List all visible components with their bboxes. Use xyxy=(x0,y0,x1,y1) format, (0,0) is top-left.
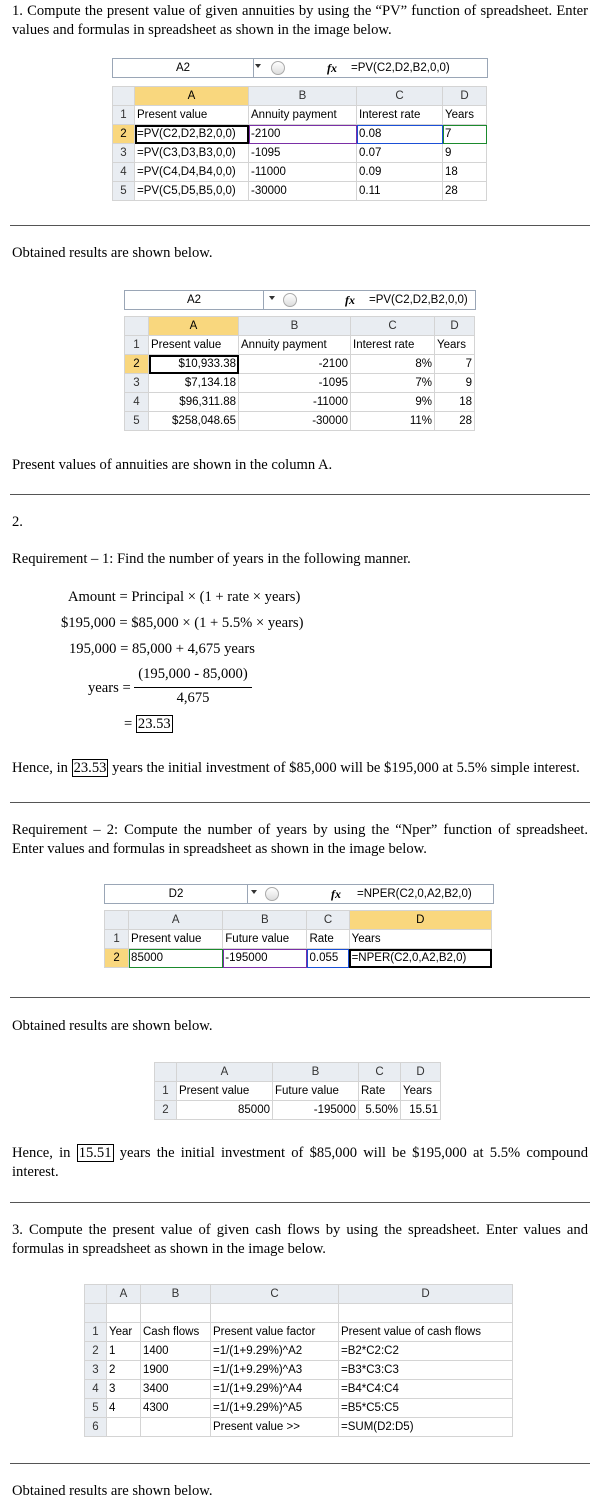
cell[interactable]: -195000 xyxy=(223,949,307,968)
row-header[interactable]: 4 xyxy=(113,163,135,182)
col-header-c[interactable]: C xyxy=(351,317,435,336)
row-header[interactable]: 5 xyxy=(125,412,149,431)
cell[interactable]: 4 xyxy=(107,1399,141,1418)
select-all-corner[interactable] xyxy=(125,317,149,336)
row-header[interactable]: 2 xyxy=(85,1342,107,1361)
spreadsheet-q1-formulas xyxy=(112,58,488,205)
row-header[interactable]: 6 xyxy=(85,1418,107,1437)
col-header-b[interactable]: B xyxy=(249,87,357,106)
cell[interactable]: =B4*C4:C4 xyxy=(339,1380,513,1399)
select-all-corner[interactable] xyxy=(85,1285,107,1304)
cell[interactable]: Annuity payment xyxy=(239,336,351,355)
cell[interactable] xyxy=(107,1418,141,1437)
cell[interactable]: =B3*C3:C3 xyxy=(339,1361,513,1380)
divider xyxy=(10,494,590,495)
cell[interactable]: 0.07 xyxy=(357,144,443,163)
col-header-d[interactable]: D xyxy=(339,1285,513,1304)
formula-text[interactable]: =PV(C2,D2,B2,0,0) xyxy=(369,294,468,306)
hence-prefix: Hence, in xyxy=(12,760,68,776)
cell[interactable]: =PV(C3,D3,B3,0,0) xyxy=(135,144,249,163)
cell[interactable]: 9% xyxy=(351,393,435,412)
cell[interactable]: =1/(1+9.29%)^A3 xyxy=(211,1361,339,1380)
cell[interactable]: $96,311.88 xyxy=(149,393,239,412)
chevron-down-icon[interactable] xyxy=(255,64,261,68)
years-label: years = xyxy=(88,680,131,696)
cell[interactable]: Interest rate xyxy=(357,106,443,125)
cell[interactable]: Future value xyxy=(273,1082,359,1101)
formula-text[interactable]: =PV(C2,D2,B2,0,0) xyxy=(351,62,450,74)
active-cell[interactable]: $10,933.38 xyxy=(149,355,239,374)
row-header[interactable]: 4 xyxy=(125,393,149,412)
row-header[interactable]: 4 xyxy=(85,1380,107,1399)
equation-1: Amount = Principal × (1 + rate × years) xyxy=(68,589,301,605)
divider xyxy=(10,1202,590,1203)
cell[interactable]: 11% xyxy=(351,412,435,431)
q1-conclusion: Present values of annuities are shown in the column A. xyxy=(12,457,333,473)
chevron-down-icon[interactable] xyxy=(269,296,275,300)
cell[interactable]: 28 xyxy=(435,412,475,431)
cell[interactable]: 9 xyxy=(435,374,475,393)
cell[interactable]: 5.50% xyxy=(359,1101,401,1120)
row-header[interactable]: 1 xyxy=(85,1323,107,1342)
select-all-corner[interactable] xyxy=(155,1063,177,1082)
col-header-d[interactable]: D xyxy=(349,911,491,930)
result-equals xyxy=(124,716,173,733)
cell[interactable]: Cash flows xyxy=(141,1323,211,1342)
cell[interactable]: Years xyxy=(443,106,487,125)
divider xyxy=(10,802,590,803)
cell[interactable]: 18 xyxy=(443,163,487,182)
name-box[interactable]: A2 xyxy=(113,59,254,77)
divider xyxy=(10,997,590,998)
cell[interactable]: Present value xyxy=(149,336,239,355)
cell[interactable]: 8% xyxy=(351,355,435,374)
q3-obtained: Obtained results are shown below. xyxy=(12,1483,213,1499)
cell[interactable]: Present value xyxy=(129,930,223,949)
row-header[interactable]: 3 xyxy=(125,374,149,393)
row-header[interactable]: 1 xyxy=(155,1082,177,1101)
sheet-grid xyxy=(84,1284,513,1437)
cell[interactable]: 3 xyxy=(107,1380,141,1399)
col-header-a[interactable]: A xyxy=(107,1285,141,1304)
row-header-blank[interactable] xyxy=(85,1304,107,1323)
cell[interactable]: Years xyxy=(349,930,491,949)
spreadsheet-q2-formulas xyxy=(104,884,494,974)
cell[interactable]: =1/(1+9.29%)^A4 xyxy=(211,1380,339,1399)
col-header-b[interactable]: B xyxy=(141,1285,211,1304)
cell[interactable]: Rate xyxy=(359,1082,401,1101)
cell[interactable]: $7,134.18 xyxy=(149,374,239,393)
select-all-corner[interactable] xyxy=(105,911,129,930)
q2-requirement-1: Requirement – 1: Find the number of years in the following manner. xyxy=(12,551,411,567)
cell[interactable]: -11000 xyxy=(249,163,357,182)
cell[interactable]: Present value xyxy=(135,106,249,125)
row-header[interactable]: 2 xyxy=(113,125,135,144)
cell[interactable]: -2100 xyxy=(249,125,357,144)
cell[interactable]: =B2*C2:C2 xyxy=(339,1342,513,1361)
divider xyxy=(10,225,590,226)
q1-intro: 1. Compute the present value of given annuities by using the “PV” function of spreadsheet. Enter values and formulas in spreadsheet as shown in the image below. xyxy=(12,3,588,38)
spreadsheet-q1-results xyxy=(124,290,476,440)
col-header-c[interactable]: C xyxy=(359,1063,401,1082)
cell[interactable]: Future value xyxy=(223,930,307,949)
col-header-a[interactable]: A xyxy=(149,317,239,336)
cell[interactable]: Annuity payment xyxy=(249,106,357,125)
result-box: 23.53 xyxy=(137,716,171,732)
cell[interactable]: 85000 xyxy=(129,949,223,968)
equation-3: 195,000 = 85,000 + 4,675 years xyxy=(69,641,255,657)
cell[interactable]: -1095 xyxy=(249,144,357,163)
cell[interactable]: -30000 xyxy=(239,412,351,431)
cell[interactable]: $258,048.65 xyxy=(149,412,239,431)
equation-2: $195,000 = $85,000 × (1 + 5.5% × years) xyxy=(61,615,304,631)
row-header[interactable]: 5 xyxy=(113,182,135,201)
row-header[interactable]: 3 xyxy=(85,1361,107,1380)
col-header-a[interactable]: A xyxy=(129,911,223,930)
cell[interactable]: 28 xyxy=(443,182,487,201)
q1-obtained: Obtained results are shown below. xyxy=(12,245,213,261)
cell[interactable] xyxy=(211,1304,339,1323)
cell[interactable]: -1095 xyxy=(239,374,351,393)
cell[interactable]: 3400 xyxy=(141,1380,211,1399)
cell[interactable]: Rate xyxy=(307,930,349,949)
fraction-line xyxy=(134,687,252,688)
cell[interactable]: 2 xyxy=(107,1361,141,1380)
col-header-c[interactable]: C xyxy=(307,911,349,930)
cell[interactable]: Present value of cash flows xyxy=(339,1323,513,1342)
cell[interactable]: Interest rate xyxy=(351,336,435,355)
cell[interactable] xyxy=(339,1304,513,1323)
cell[interactable]: 15.51 xyxy=(401,1101,441,1120)
col-header-b[interactable]: B xyxy=(239,317,351,336)
cell[interactable]: Years xyxy=(435,336,475,355)
row-header[interactable]: 1 xyxy=(125,336,149,355)
cell[interactable]: Year xyxy=(107,1323,141,1342)
fraction-denominator: 4,675 xyxy=(176,690,210,706)
cell[interactable]: =1/(1+9.29%)^A5 xyxy=(211,1399,339,1418)
formula-bar xyxy=(104,884,494,904)
q2-obtained: Obtained results are shown below. xyxy=(12,1018,213,1034)
cell[interactable]: 0.11 xyxy=(357,182,443,201)
row-header[interactable]: 5 xyxy=(85,1399,107,1418)
cell[interactable] xyxy=(141,1418,211,1437)
cell[interactable]: =PV(C5,D5,B5,0,0) xyxy=(135,182,249,201)
cell[interactable]: 0.09 xyxy=(357,163,443,182)
cell[interactable]: 7 xyxy=(435,355,475,374)
cell[interactable]: 1900 xyxy=(141,1361,211,1380)
spreadsheet-q2-results xyxy=(154,1056,442,1128)
hence-suffix: years the initial investment of $85,000 will be $195,000 at 5.5% compound interest. xyxy=(12,1145,588,1180)
col-header-b[interactable]: B xyxy=(223,911,307,930)
col-header-b[interactable]: B xyxy=(273,1063,359,1082)
hence-prefix: Hence, in xyxy=(12,1145,71,1161)
cell[interactable]: Present value >> xyxy=(211,1418,339,1437)
expand-icon xyxy=(265,887,279,901)
q2-hence-simple xyxy=(12,759,588,778)
q2-hence-compound xyxy=(12,1144,588,1182)
cell[interactable]: 7% xyxy=(351,374,435,393)
col-header-c[interactable]: C xyxy=(357,87,443,106)
row-header[interactable]: 2 xyxy=(105,949,129,968)
cell[interactable]: 1400 xyxy=(141,1342,211,1361)
cell[interactable]: 9 xyxy=(443,144,487,163)
name-box[interactable]: A2 xyxy=(125,291,264,309)
col-header-d[interactable]: D xyxy=(401,1063,441,1082)
col-header-a[interactable]: A xyxy=(135,87,249,106)
formula-bar xyxy=(112,58,488,78)
cell[interactable]: Years xyxy=(401,1082,441,1101)
cell[interactable] xyxy=(107,1304,141,1323)
q2-number: 2. xyxy=(12,514,23,530)
col-header-d[interactable]: D xyxy=(435,317,475,336)
sheet-grid xyxy=(154,1062,441,1120)
expand-icon xyxy=(271,61,285,75)
cell[interactable]: =PV(C4,D4,B4,0,0) xyxy=(135,163,249,182)
divider xyxy=(10,1463,590,1464)
formula-text[interactable]: =NPER(C2,0,A2,B2,0) xyxy=(357,888,472,900)
cell[interactable]: -195000 xyxy=(273,1101,359,1120)
fraction-numerator: (195,000 - 85,000) xyxy=(138,666,248,682)
cell[interactable]: -30000 xyxy=(249,182,357,201)
cell[interactable]: Present value xyxy=(177,1082,273,1101)
q3-intro: 3. Compute the present value of given cash flows by using the spreadsheet. Enter values and formulas in spreadsheet as shown in the image below. xyxy=(12,1222,588,1257)
sheet-grid xyxy=(124,316,475,431)
cell[interactable]: -2100 xyxy=(239,355,351,374)
cell[interactable] xyxy=(141,1304,211,1323)
fx-icon[interactable]: fx xyxy=(327,61,337,75)
equals-sign: = xyxy=(124,716,133,732)
cell[interactable]: =1/(1+9.29%)^A2 xyxy=(211,1342,339,1361)
fx-icon[interactable]: fx xyxy=(331,887,341,901)
hence-value: 15.51 xyxy=(78,1145,112,1161)
cell[interactable]: =SUM(D2:D5) xyxy=(339,1418,513,1437)
sheet-grid xyxy=(104,910,492,968)
col-header-d[interactable]: D xyxy=(443,87,487,106)
fx-icon[interactable]: fx xyxy=(345,293,355,307)
expand-icon xyxy=(283,293,297,307)
hence-suffix: years the initial investment of $85,000 will be $195,000 at 5.5% simple interest. xyxy=(112,760,580,776)
spreadsheet-q3-formulas xyxy=(84,1280,514,1444)
name-box[interactable]: D2 xyxy=(105,885,248,903)
hence-value: 23.53 xyxy=(73,760,107,776)
row-header[interactable]: 2 xyxy=(125,355,149,374)
row-header[interactable]: 2 xyxy=(155,1101,177,1120)
sheet-grid xyxy=(112,86,487,201)
row-header[interactable]: 1 xyxy=(105,930,129,949)
select-all-corner[interactable] xyxy=(113,87,135,106)
col-header-c[interactable]: C xyxy=(211,1285,339,1304)
cell[interactable]: 1 xyxy=(107,1342,141,1361)
chevron-down-icon[interactable] xyxy=(251,890,257,894)
cell[interactable]: =B5*C5:C5 xyxy=(339,1399,513,1418)
cell[interactable]: 0.08 xyxy=(357,125,443,144)
cell[interactable]: 0.055 xyxy=(307,949,349,968)
active-cell[interactable]: =PV(C2,D2,B2,0,0) xyxy=(135,125,249,144)
q2-requirement-2: Requirement – 2: Compute the number of years by using the “Nper” function of spreadsheet. Enter values and formulas in spreadsheet as shown in the image below. xyxy=(12,822,588,857)
row-header[interactable]: 3 xyxy=(113,144,135,163)
cell[interactable]: -11000 xyxy=(239,393,351,412)
formula-bar xyxy=(124,290,476,310)
cell[interactable]: 18 xyxy=(435,393,475,412)
col-header-a[interactable]: A xyxy=(177,1063,273,1082)
cell[interactable]: 85000 xyxy=(177,1101,273,1120)
row-header[interactable]: 1 xyxy=(113,106,135,125)
cell[interactable]: 7 xyxy=(443,125,487,144)
active-cell[interactable]: =NPER(C2,0,A2,B2,0) xyxy=(349,949,491,968)
cell[interactable]: 4300 xyxy=(141,1399,211,1418)
cell[interactable]: Present value factor xyxy=(211,1323,339,1342)
